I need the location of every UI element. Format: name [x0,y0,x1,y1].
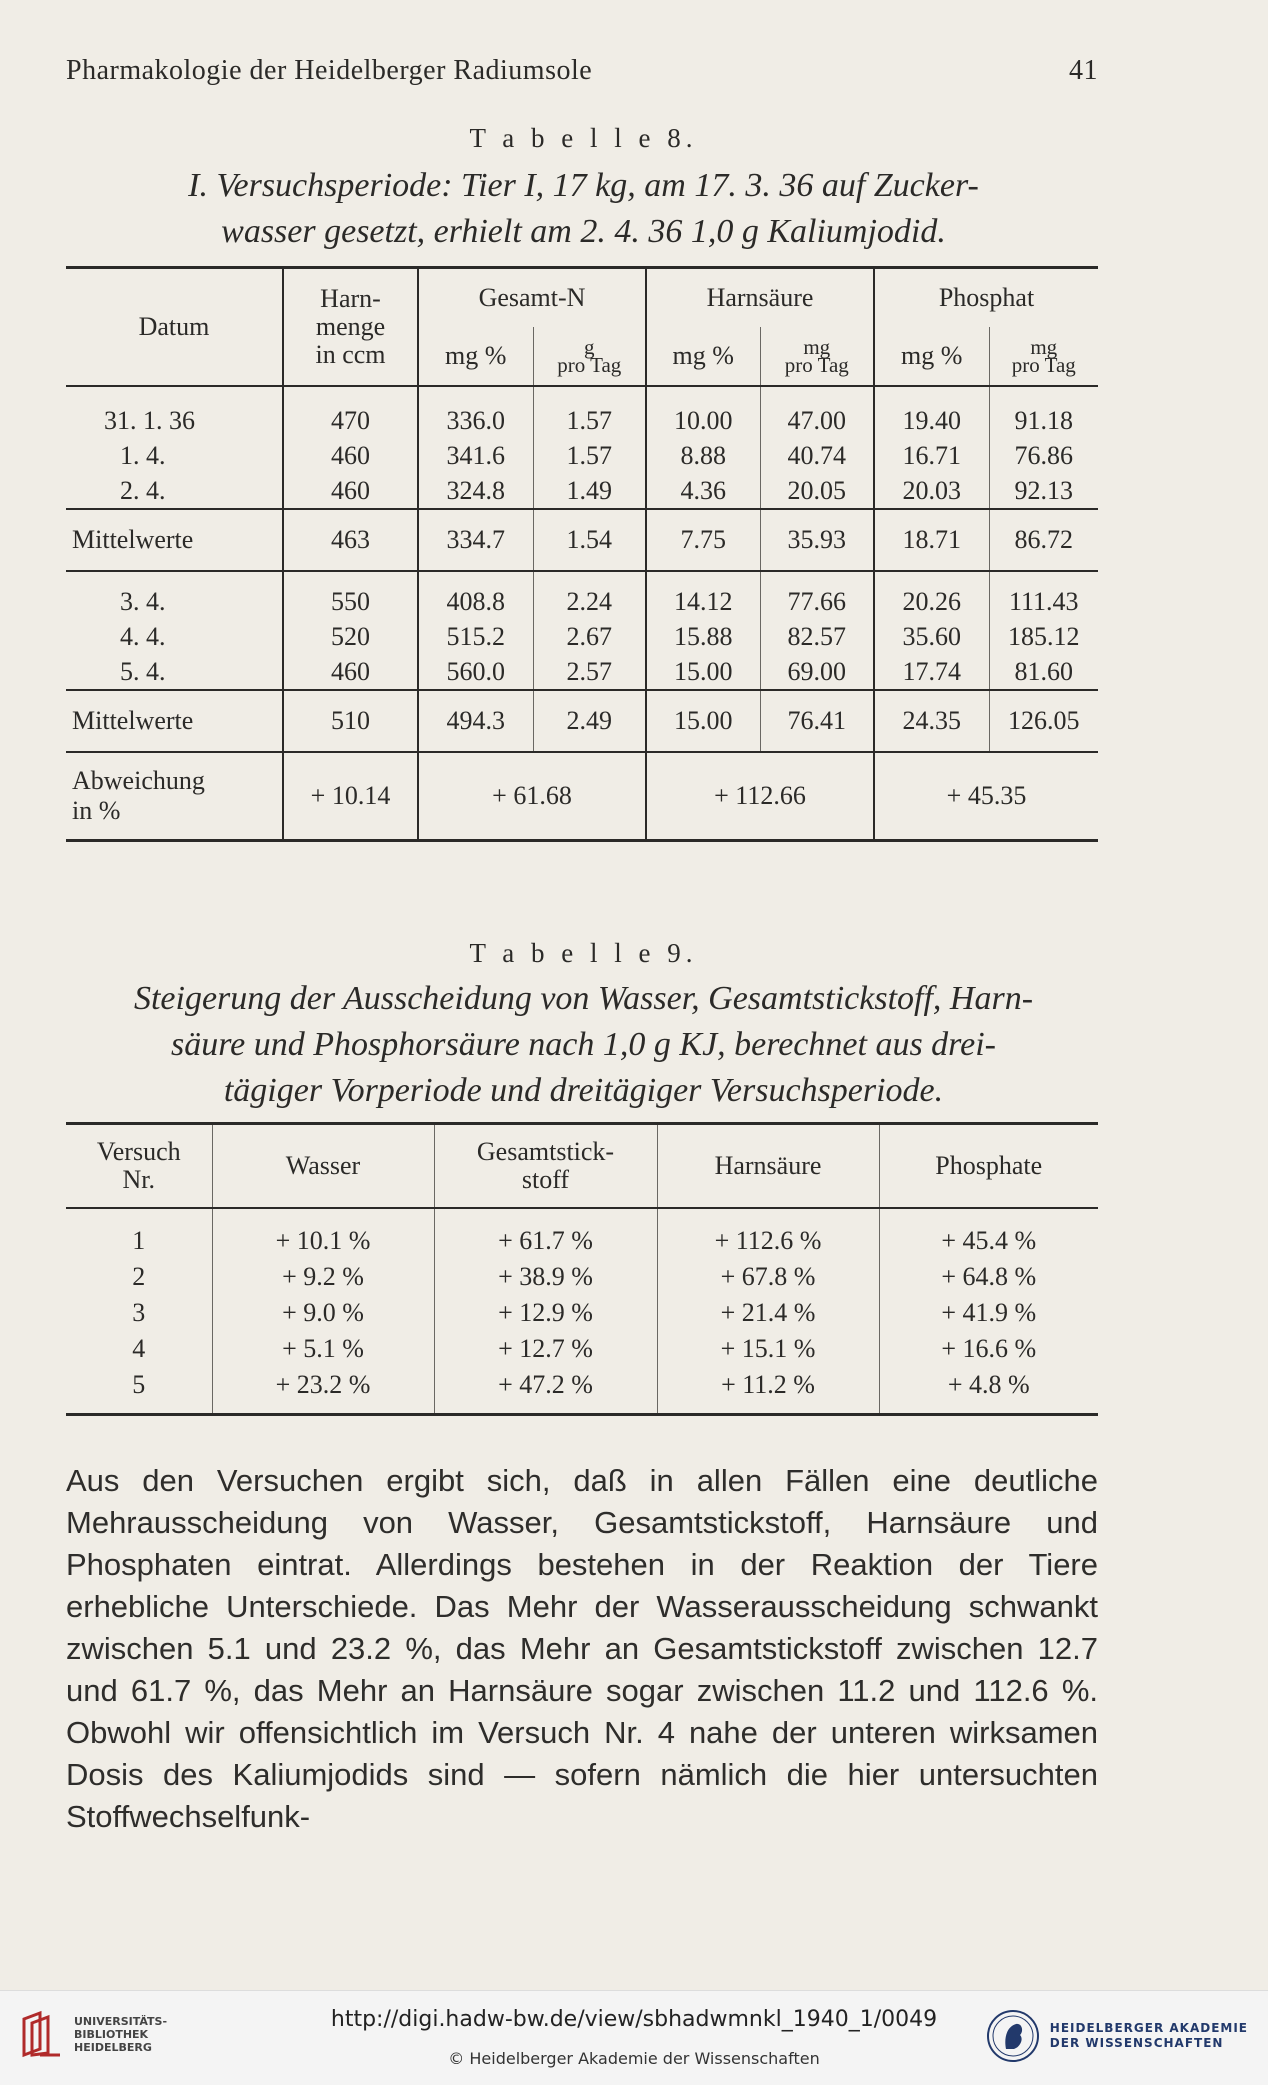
value-cell: 550 [283,571,418,619]
deviation-value: + 112.66 [646,752,874,841]
value-cell: + 5.1 % [212,1331,434,1367]
value-cell: + 61.7 % [434,1208,657,1259]
value-cell: 341.6 [418,438,533,473]
data-row [66,386,1098,438]
value-cell: 185.12 [989,619,1098,654]
value-cell: 20.05 [760,473,874,509]
value-cell: + 64.8 % [879,1259,1098,1295]
value-cell: 77.66 [760,571,874,619]
table9-label: T a b e l l e 9. [469,938,698,968]
subheader-mg-pro-tag: mg pro Tag [989,327,1098,386]
subheader-mg-pct: mg % [874,327,989,386]
data-row [66,654,1098,690]
table9-caption-line-3: tägiger Vorperiode und dreitägiger Versuchsperiode. [223,1072,944,1109]
value-cell: 510 [283,690,418,752]
value-cell: 16.71 [874,438,989,473]
value-cell: 408.8 [418,571,533,619]
value-cell: 2.67 [533,619,646,654]
col-header-wasser: Wasser [212,1124,434,1209]
body-paragraph: Aus den Versuchen ergibt sich, daß in allen Fällen eine deutliche Mehrausscheidung von Wasser, Gesamtstickstoff, Harnsäure und Phosphaten eintrat. Allerdings bestehen in der Reaktion der Tiere erhebliche Unterschiede. Das Mehr der Wasserausscheidung schwankt zwischen 5.1 und 23.2 %, das Mehr an Gesamtstickstoff zwischen 12.7 und 61.7 %, das Mehr an Harnsäure sogar zwischen 11.2 und 112.6 %. Obwohl wir offensichtlich im Versuch Nr. 4 nahe der unteren wirksamen Dosis des Kaliumjodids sind — sofern nämlich die hier untersuchten Stoffwechselfunk- [66,1463,1098,1834]
value-cell: 463 [283,509,418,571]
value-cell: 324.8 [418,473,533,509]
footer-bar [0,1990,1268,2085]
col-header-datum: Datum [66,268,283,387]
academy-name-line-2: DER WISSENSCHAFTEN [1049,2036,1224,2050]
trial-number-cell: 5 [132,1370,146,1399]
value-cell: + 4.8 % [879,1367,1098,1415]
value-cell: 14.12 [646,571,760,619]
value-cell: 35.60 [874,619,989,654]
value-cell: + 16.6 % [879,1331,1098,1367]
col-header-gesamtstickstoff-line-1: Gesamtstick- [476,1137,615,1166]
table-row [66,1259,1098,1295]
subheader-mg-pct: mg % [646,327,760,386]
academy-seal-icon [986,2009,1040,2063]
library-name-line-1: UNIVERSITÄTS- [74,2014,168,2028]
library-name-line-3: HEIDELBERG [74,2040,152,2054]
table9-body [66,1208,1098,1415]
value-cell: + 10.1 % [212,1208,434,1259]
running-header [66,55,1098,87]
copyright-notice: © Heidelberger Akademie der Wissenschaften [448,2049,820,2068]
col-header-harnmenge-line-1: Harn- [320,284,381,313]
value-cell: + 41.9 % [879,1295,1098,1331]
value-cell: 15.88 [646,619,760,654]
value-cell: 470 [283,386,418,438]
table9-header-row [66,1124,1098,1209]
subheader-mg-pct: mg % [418,327,533,386]
value-cell: + 21.4 % [657,1295,879,1331]
value-cell: 20.26 [874,571,989,619]
value-cell: 10.00 [646,386,760,438]
row-label-cell: 4. 4. [120,621,166,651]
deviation-value: + 61.68 [418,752,646,841]
academy-name-line-1: HEIDELBERGER AKADEMIE [1049,2021,1248,2035]
deviation-value: + 45.35 [874,752,1098,841]
table9-caption-line-2: säure und Phosphorsäure nach 1,0 g KJ, berechnet aus drei- [170,1026,996,1063]
value-cell: + 9.2 % [212,1259,434,1295]
value-cell: 40.74 [760,438,874,473]
data-row [66,473,1098,509]
value-cell: 460 [283,473,418,509]
data-row [66,619,1098,654]
table9-caption [66,976,1101,1114]
library-name-line-2: BIBLIOTHEK [74,2027,149,2041]
row-label-cell: 31. 1. 36 [66,386,283,438]
value-cell: 1.57 [533,438,646,473]
table-row [66,1331,1098,1367]
value-cell: 2.49 [533,690,646,752]
academy-logo [986,2009,1248,2063]
subheader-mg-pro-tag: mg pro Tag [760,327,874,386]
value-cell: 460 [283,654,418,690]
row-label-cell: 3. 4. [66,571,283,619]
value-cell: 336.0 [418,386,533,438]
col-header-harnmenge [283,268,418,387]
trial-number-cell: 2 [132,1262,146,1291]
table8-caption-line-2: wasser gesetzt, erhielt am 2. 4. 36 1,0 g Kaliumjodid. [221,213,946,250]
value-cell: 334.7 [418,509,533,571]
value-cell: 1.49 [533,473,646,509]
value-cell: 494.3 [418,690,533,752]
source-url-link[interactable]: http://digi.hadw-bw.de/view/sbhadwmnkl_1940_1/0049 [330,2007,938,2032]
value-cell: 24.35 [874,690,989,752]
value-cell: 560.0 [418,654,533,690]
value-cell: 82.57 [760,619,874,654]
value-cell: 18.71 [874,509,989,571]
value-cell: + 12.9 % [434,1295,657,1331]
col-header-phosphate: Phosphate [879,1124,1098,1209]
col-header-versuch [66,1124,212,1209]
value-cell: 15.00 [646,654,760,690]
row-label-cell: Mittelwerte [66,690,283,752]
value-cell: 20.03 [874,473,989,509]
page-number: 41 [1069,55,1098,86]
value-cell: + 45.4 % [879,1208,1098,1259]
mean-row [66,690,1098,752]
value-cell: 47.00 [760,386,874,438]
deviation-label-line: in % [72,796,121,825]
row-label-cell: 5. 4. [120,656,166,686]
value-cell: 19.40 [874,386,989,438]
table-9 [66,1122,1098,1416]
value-cell: 17.74 [874,654,989,690]
value-cell: 35.93 [760,509,874,571]
value-cell: 8.88 [646,438,760,473]
table-8 [66,266,1098,842]
value-cell: + 23.2 % [212,1367,434,1415]
value-cell: + 9.0 % [212,1295,434,1331]
value-cell: 126.05 [989,690,1098,752]
row-label-cell: 1. 4. [120,440,166,470]
trial-number-cell: 4 [132,1334,146,1363]
table8-body [66,386,1098,841]
value-cell: + 12.7 % [434,1331,657,1367]
col-header-versuch-line-2: Nr. [122,1165,155,1194]
value-cell: + 67.8 % [657,1259,879,1295]
value-cell: + 38.9 % [434,1259,657,1295]
value-cell: 76.86 [989,438,1098,473]
value-cell: 76.41 [760,690,874,752]
academy-name [1050,2021,1248,2051]
subheader-g-pro-tag: g pro Tag [533,327,646,386]
deviation-value: + 10.14 [283,752,418,841]
col-header-versuch-line-1: Versuch [96,1137,181,1166]
value-cell: 7.75 [646,509,760,571]
value-cell: 2.24 [533,571,646,619]
value-cell: + 47.2 % [434,1367,657,1415]
col-header-harnmenge-line-2: menge [315,312,386,341]
col-header-harnsaeure: Harnsäure [657,1124,879,1209]
data-row [66,571,1098,619]
value-cell: + 15.1 % [657,1331,879,1367]
row-label-cell: Mittelwerte [66,509,283,571]
value-cell: 460 [283,438,418,473]
value-cell: 515.2 [418,619,533,654]
value-cell: 111.43 [989,571,1098,619]
col-header-gesamtstickstoff [434,1124,657,1209]
value-cell: + 112.6 % [657,1208,879,1259]
value-cell: 4.36 [646,473,760,509]
row-label-cell: 2. 4. [120,475,166,505]
value-cell: 1.54 [533,509,646,571]
value-cell: + 11.2 % [657,1367,879,1415]
value-cell: 69.00 [760,654,874,690]
value-cell: 520 [283,619,418,654]
mean-row [66,509,1098,571]
value-cell: 81.60 [989,654,1098,690]
deviation-label [66,752,283,841]
table-row [66,1367,1098,1415]
trial-number-cell: 1 [132,1226,146,1255]
table-row [66,1295,1098,1331]
value-cell: 91.18 [989,386,1098,438]
value-cell: 92.13 [989,473,1098,509]
col-header-phosphat: Phosphat [874,268,1098,328]
data-row [66,438,1098,473]
table-row [66,1208,1098,1259]
value-cell: 86.72 [989,509,1098,571]
deviation-row [66,752,1098,841]
table8-caption-line-1: I. Versuchsperiode: Tier I, 17 kg, am 17. 3. 36 auf Zucker- [188,167,979,204]
col-header-harnsaeure: Harnsäure [646,268,874,328]
trial-number-cell: 3 [132,1298,146,1327]
table9-caption-line-1: Steigerung der Ausscheidung von Wasser, Gesamtstickstoff, Harn- [133,980,1034,1017]
header-title: Pharmakologie der Heidelberger Radiumsole [66,55,593,86]
deviation-label-line: Abweichung [72,766,205,795]
value-cell: 15.00 [646,690,760,752]
value-cell: 1.57 [533,386,646,438]
col-header-harnmenge-line-3: in ccm [315,340,386,369]
value-cell: 2.57 [533,654,646,690]
table8-caption [66,163,1101,255]
table8-header-row-1 [66,268,1098,328]
col-header-gesamt-n: Gesamt-N [418,268,646,328]
table8-label: T a b e l l e 8. [469,123,698,153]
col-header-gesamtstickstoff-line-2: stoff [521,1165,570,1194]
